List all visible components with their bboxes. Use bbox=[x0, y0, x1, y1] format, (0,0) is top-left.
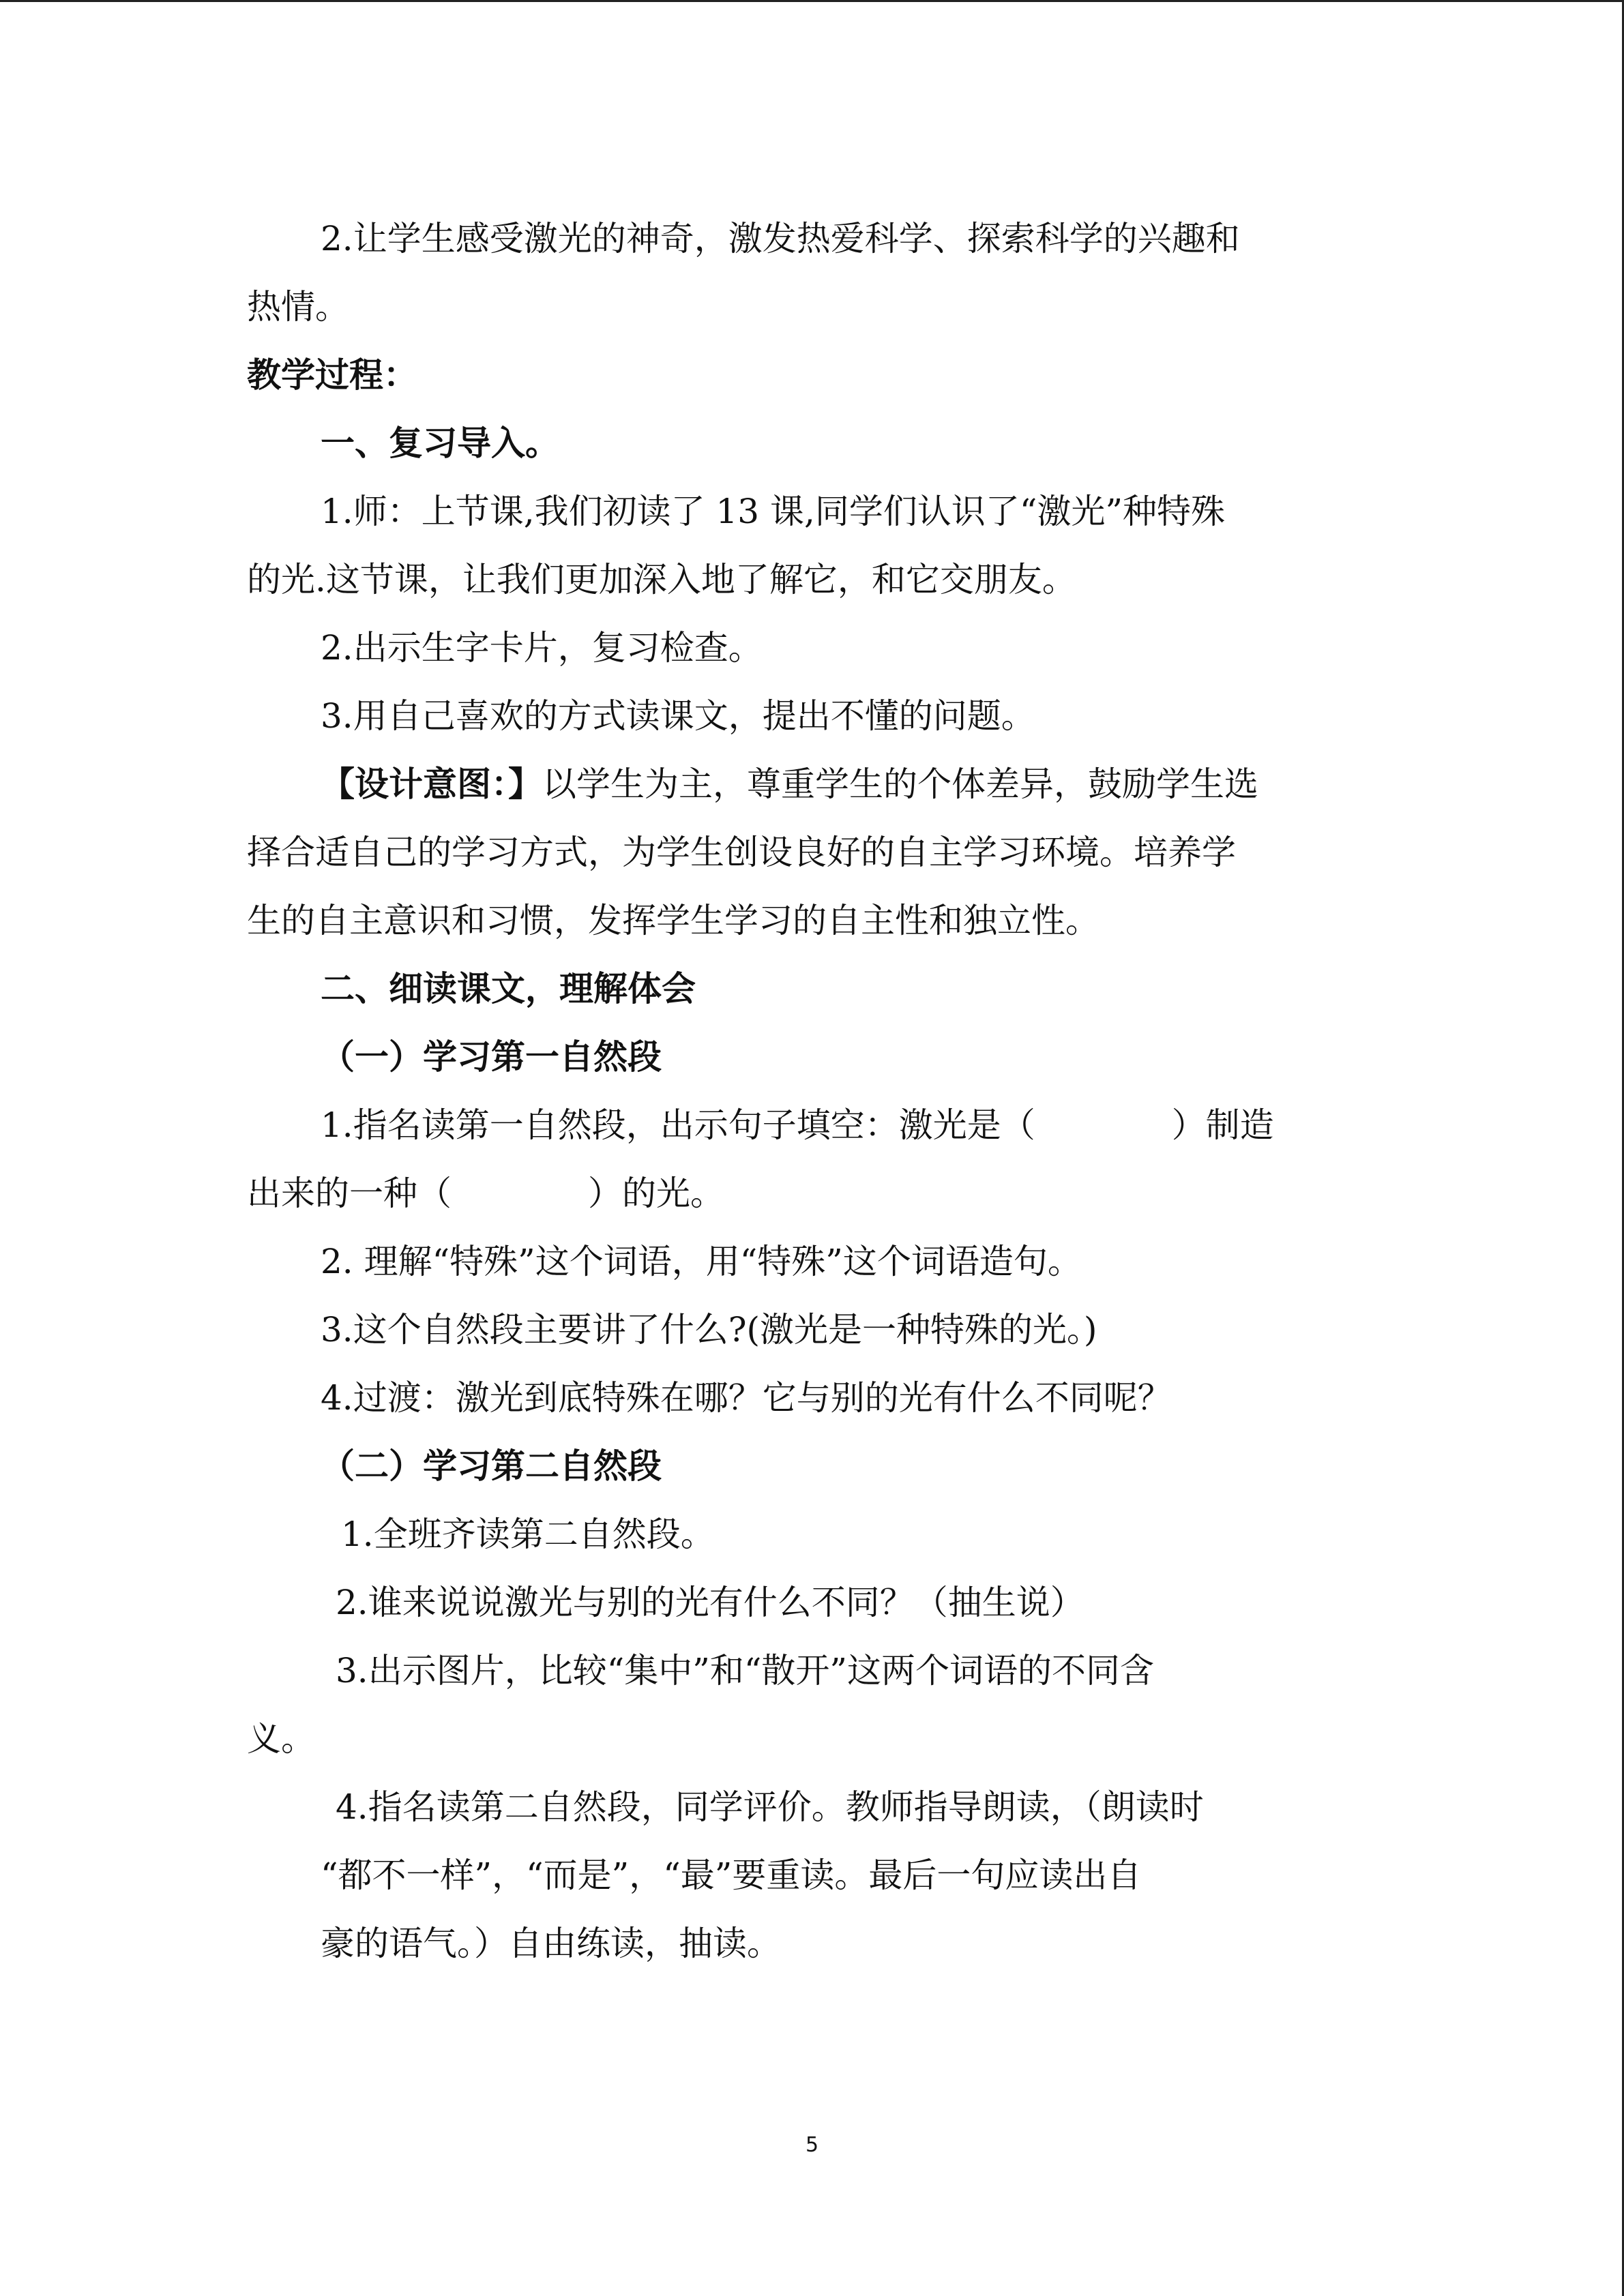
design-intent-label: 【设计意图：】 bbox=[321, 764, 542, 804]
paragraph-line: 义。 bbox=[247, 1719, 315, 1759]
paragraph-line: 生的自主意识和习惯，发挥学生学习的自主性和独立性。 bbox=[247, 901, 1099, 940]
paragraph-line: 2.谁来说说激光与别的光有什么不同？（抽生说） bbox=[336, 1583, 1084, 1622]
paragraph-line: “都不一样”，“而是”，“最”要重读。最后一句应读出自 bbox=[321, 1855, 1142, 1895]
section-heading: 教学过程： bbox=[247, 355, 417, 395]
paragraph-line: 4.过渡：激光到底特殊在哪？它与别的光有什么不同呢？ bbox=[321, 1378, 1172, 1418]
subsection-heading: （一）学习第一自然段 bbox=[321, 1037, 662, 1077]
paragraph-line: 的光.这节课，让我们更加深入地了解它，和它交朋友。 bbox=[247, 560, 1076, 599]
paragraph-line: 3.用自己喜欢的方式读课文，提出不懂的问题。 bbox=[321, 696, 1035, 736]
paragraph-line: 出来的一种（ ）的光。 bbox=[247, 1174, 724, 1213]
paragraph-line: 2.出示生字卡片，复习检查。 bbox=[321, 628, 763, 668]
page-number: 5 bbox=[805, 2133, 819, 2157]
paragraph-line: 1.指名读第一自然段，出示句子填空：激光是（ ）制造 bbox=[321, 1105, 1274, 1145]
subsection-heading: （二）学习第二自然段 bbox=[321, 1446, 662, 1486]
paragraph-line: 择合适自己的学习方式，为学生创设良好的自主学习环境。培养学 bbox=[247, 833, 1236, 872]
paragraph-line: 3.出示图片，比较“集中”和“散开”这两个词语的不同含 bbox=[336, 1651, 1154, 1690]
section-heading: 一、复习导入。 bbox=[321, 423, 559, 463]
design-intent-line bbox=[247, 750, 1379, 818]
design-intent-text: 以学生为主，尊重学生的个体差异，鼓励学生选 bbox=[542, 764, 1258, 804]
paragraph-line: 1.师：上节课,我们初读了 13 课,同学们认识了“激光”种特殊 bbox=[321, 492, 1226, 531]
paragraph-line: 豪的语气。）自由练读，抽读。 bbox=[321, 1924, 781, 1963]
paragraph-line: 4.指名读第二自然段，同学评价。教师指导朗读，（朗读时 bbox=[336, 1787, 1204, 1827]
paragraph-line: 2.让学生感受激光的神奇，激发热爱科学、探索科学的兴趣和 bbox=[321, 219, 1240, 258]
document-body bbox=[247, 205, 1379, 1978]
section-heading: 二、细读课文，理解体会 bbox=[321, 969, 696, 1009]
paragraph-line: 1.全班齐读第二自然段。 bbox=[341, 1515, 715, 1554]
paragraph-line: 热情。 bbox=[247, 287, 349, 327]
paragraph-line: 2. 理解“特殊”这个词语，用“特殊”这个词语造句。 bbox=[321, 1242, 1082, 1281]
paragraph-line: 3.这个自然段主要讲了什么?(激光是一种特殊的光。) bbox=[321, 1310, 1097, 1350]
